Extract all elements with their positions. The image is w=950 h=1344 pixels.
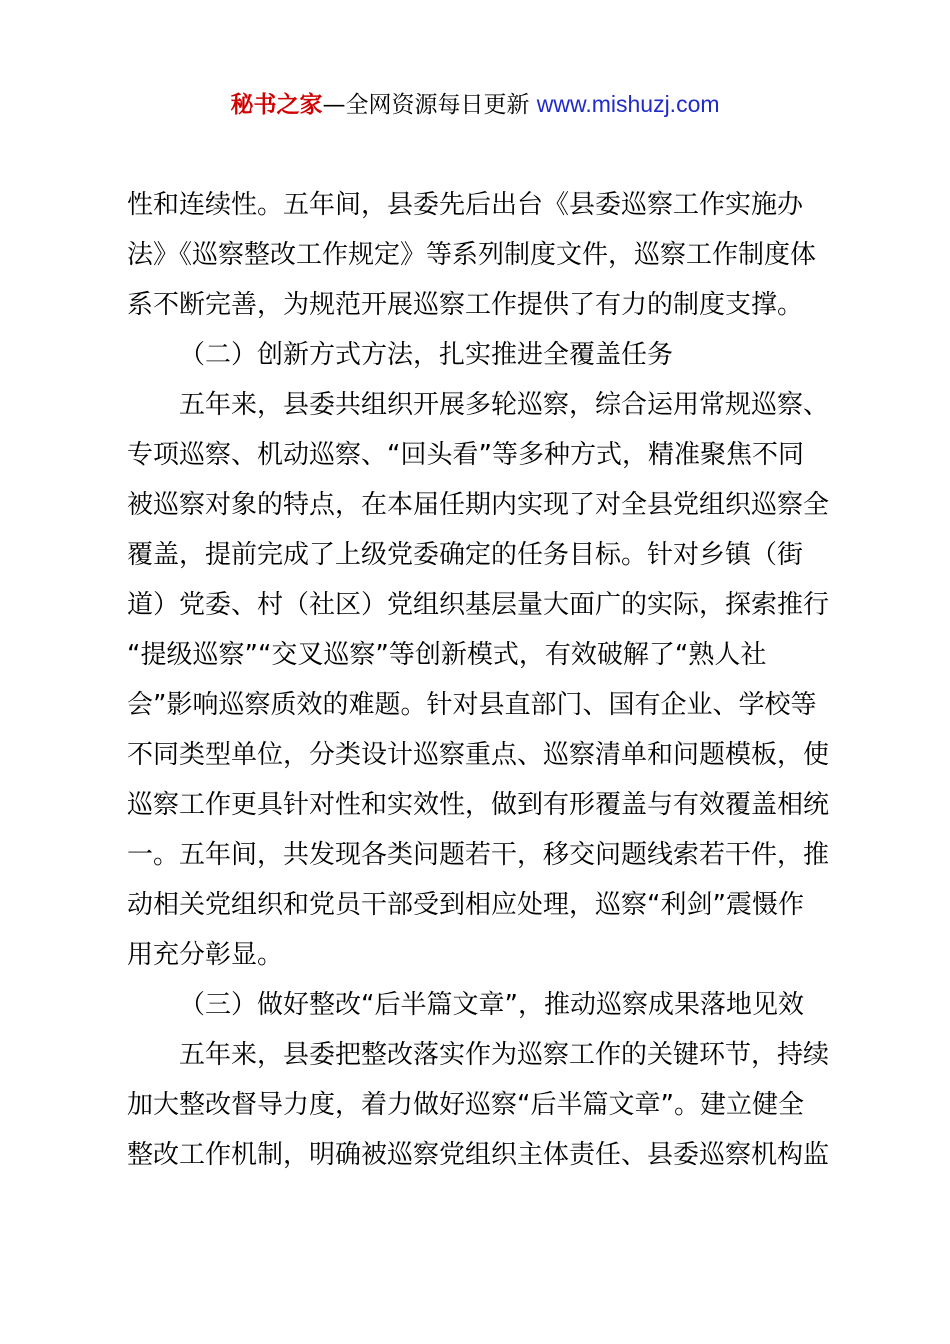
text-line: 专项巡察、机动巡察、“回头看”等多种方式，精准聚焦不同 — [127, 440, 804, 470]
text-line: 一。五年间，共发现各类问题若干，移交问题线索若干件，推 — [127, 840, 830, 870]
site-header — [0, 86, 950, 123]
text-line: 巡察工作更具针对性和实效性，做到有形覆盖与有效覆盖相统 — [127, 790, 830, 820]
text-line: 法》《巡察整改工作规定》等系列制度文件，巡察工作制度体 — [127, 240, 817, 270]
header-slogan: —全网资源每日更新 — [322, 92, 537, 118]
brand-name: 秘书之家 — [230, 92, 323, 118]
text-line: 道）党委、村（社区）党组织基层量大面广的实际，探索推行 — [127, 590, 830, 620]
text-line: 系不断完善，为规范开展巡察工作提供了有力的制度支撑。 — [127, 290, 804, 320]
text-line: 整改工作机制，明确被巡察党组织主体责任、县委巡察机构监 — [127, 1140, 830, 1170]
text-line: 动相关党组织和党员干部受到相应处理，巡察“利剑”震慑作 — [127, 890, 804, 920]
text-line: 性和连续性。五年间，县委先后出台《县委巡察工作实施办 — [127, 190, 804, 220]
text-line: 会”影响巡察质效的难题。针对县直部门、国有企业、学校等 — [127, 690, 817, 720]
document-body — [127, 180, 837, 1180]
section-heading: （二）创新方式方法，扎实推进全覆盖任务 — [179, 340, 674, 370]
site-url[interactable]: www.mishuzj.com — [536, 91, 720, 117]
paragraph-start: 五年来，县委把整改落实作为巡察工作的关键环节，持续 — [179, 1040, 830, 1070]
text-line: “提级巡察”“交叉巡察”等创新模式，有效破解了“熟人社 — [127, 640, 767, 670]
section-heading: （三）做好整改“后半篇文章”，推动巡察成果落地见效 — [179, 990, 804, 1020]
text-line: 不同类型单位，分类设计巡察重点、巡察清单和问题模板，使 — [127, 740, 830, 770]
text-line: 覆盖，提前完成了上级党委确定的任务目标。针对乡镇（街 — [127, 540, 804, 570]
text-line: 被巡察对象的特点，在本届任期内实现了对全县党组织巡察全 — [127, 490, 830, 520]
paragraph-start: 五年来，县委共组织开展多轮巡察，综合运用常规巡察、 — [179, 390, 830, 420]
text-line: 加大整改督导力度，着力做好巡察“后半篇文章”。建立健全 — [127, 1090, 804, 1120]
text-line: 用充分彰显。 — [127, 940, 284, 970]
